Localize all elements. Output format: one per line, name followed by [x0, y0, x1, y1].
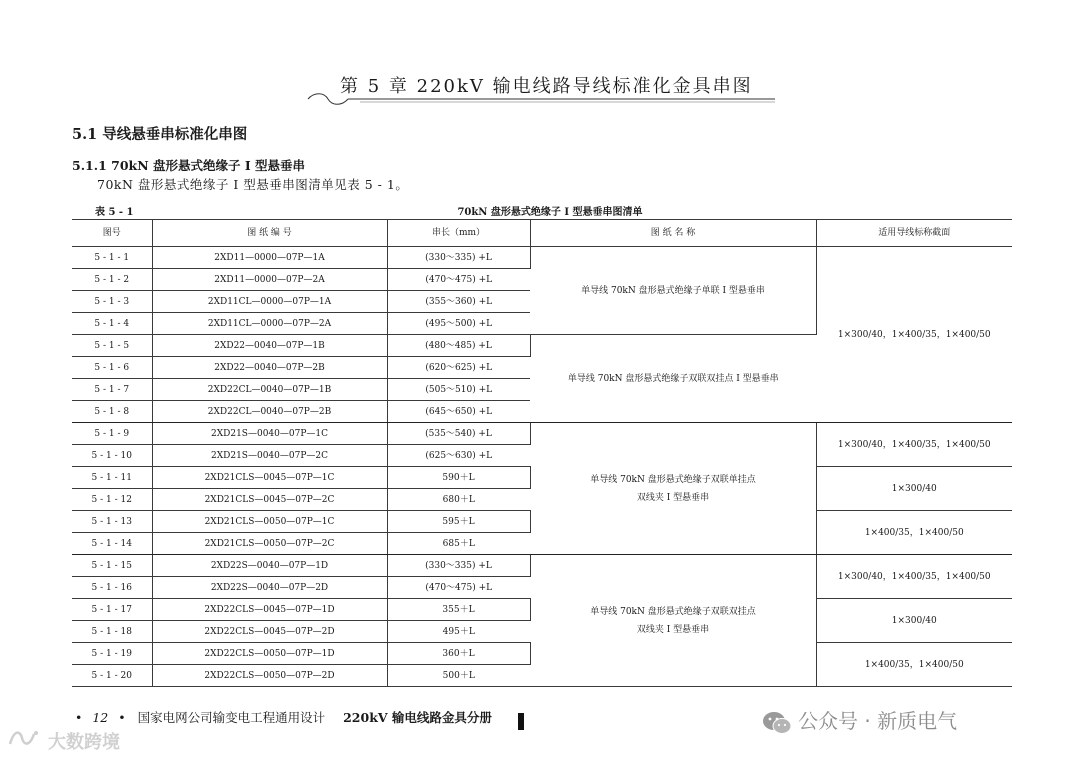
cell-drawing-no: 5 - 1 - 2 — [72, 269, 152, 291]
cell-string-length: 500＋L — [387, 665, 530, 687]
cell-drawing-name — [530, 423, 816, 555]
cell-drawing-code: 2XD22CLS—0050—07P—1D — [152, 643, 387, 665]
cell-drawing-no: 5 - 1 - 9 — [72, 423, 152, 445]
cell-string-length: (470～475) +L — [387, 269, 530, 291]
cell-drawing-no: 5 - 1 - 18 — [72, 621, 152, 643]
cell-string-length: 590＋L — [387, 467, 530, 489]
table-label: 表 5 - 1 — [95, 207, 134, 218]
drawing-name-line: 单导线 70kN 盘形悬式绝缘子双联单挂点 — [590, 474, 756, 485]
cell-drawing-code: 2XD21CLS—0045—07P—2C — [152, 489, 387, 511]
cell-drawing-no: 5 - 1 - 5 — [72, 335, 152, 357]
cell-string-length: (495～500) +L — [387, 313, 530, 335]
cell-drawing-code: 2XD21CLS—0050—07P—2C — [152, 533, 387, 555]
cell-drawing-code: 2XD22CL—0040—07P—1B — [152, 379, 387, 401]
cell-drawing-name — [530, 555, 816, 687]
watermark-wechat — [762, 705, 957, 736]
cell-drawing-no: 5 - 1 - 7 — [72, 379, 152, 401]
cell-string-length: 495＋L — [387, 621, 530, 643]
cell-drawing-code: 2XD22CLS—0050—07P—2D — [152, 665, 387, 687]
cell-drawing-no: 5 - 1 - 13 — [72, 511, 152, 533]
intro-paragraph: 70kN 盘形悬式绝缘子 I 型悬垂串图清单见表 5 - 1。 — [97, 177, 409, 192]
cell-string-length: (330～335) +L — [387, 247, 530, 269]
cell-drawing-code: 2XD22—0040—07P—1B — [152, 335, 387, 357]
watermark-logo-icon — [8, 728, 40, 753]
cell-drawing-code: 2XD21S—0040—07P—2C — [152, 445, 387, 467]
page-number: 12 — [92, 710, 109, 725]
cell-string-length: (535～540) +L — [387, 423, 530, 445]
table-row — [72, 247, 1012, 269]
cell-string-length: (355～360) +L — [387, 291, 530, 313]
cell-string-length: (330～335) +L — [387, 555, 530, 577]
cell-conductor-section: 1×300/40，1×400/35，1×400/50 — [816, 555, 1012, 599]
cell-drawing-code: 2XD22—0040—07P—2B — [152, 357, 387, 379]
header-drawing-code: 图 纸 编 号 — [152, 220, 387, 247]
cell-string-length: 595＋L — [387, 511, 530, 533]
wechat-icon — [762, 710, 792, 736]
table-row — [72, 423, 1012, 445]
cell-drawing-no: 5 - 1 - 20 — [72, 665, 152, 687]
drawing-name-line: 双线夹 I 型悬垂串 — [636, 492, 710, 503]
cell-drawing-name — [530, 247, 816, 335]
chapter-ornament-rule — [300, 92, 780, 106]
cell-drawing-code: 2XD11—0000—07P—1A — [152, 247, 387, 269]
header-string-length: 串长（mm） — [387, 220, 530, 247]
subsection-heading: 5.1.1 70kN 盘形悬式绝缘子 I 型悬垂串 — [72, 158, 306, 173]
footer-bullet: • — [75, 710, 83, 725]
chapter-header — [300, 70, 780, 110]
cell-drawing-no: 5 - 1 - 8 — [72, 401, 152, 423]
cell-drawing-no: 5 - 1 - 6 — [72, 357, 152, 379]
cell-conductor-section: 1×400/35，1×400/50 — [816, 643, 1012, 687]
cell-drawing-no: 5 - 1 - 15 — [72, 555, 152, 577]
cell-string-length: (620～625) +L — [387, 357, 530, 379]
cell-drawing-code: 2XD21CLS—0045—07P—1C — [152, 467, 387, 489]
footer-bullet: • — [118, 710, 126, 725]
cell-drawing-code: 2XD22S—0040—07P—2D — [152, 577, 387, 599]
cell-drawing-no: 5 - 1 - 10 — [72, 445, 152, 467]
cell-conductor-section: 1×300/40，1×400/35，1×400/50 — [816, 247, 1012, 423]
table-header-row — [72, 220, 1012, 247]
cell-drawing-no: 5 - 1 - 4 — [72, 313, 152, 335]
drawing-name-line: 单导线 70kN 盘形悬式绝缘子双联双挂点 — [590, 606, 756, 617]
cell-drawing-no: 5 - 1 - 16 — [72, 577, 152, 599]
cell-string-length: 680＋L — [387, 489, 530, 511]
drawing-list-table — [72, 219, 1012, 687]
table-row — [72, 555, 1012, 577]
cell-string-length: 360＋L — [387, 643, 530, 665]
drawing-name-line: 单导线 70kN 盘形悬式绝缘子单联 I 型悬垂串 — [581, 285, 765, 296]
cell-string-length: (470～475) +L — [387, 577, 530, 599]
cell-drawing-code: 2XD11—0000—07P—2A — [152, 269, 387, 291]
cell-drawing-code: 2XD22CLS—0045—07P—2D — [152, 621, 387, 643]
cell-string-length: (645～650) +L — [387, 401, 530, 423]
cell-drawing-code: 2XD22S—0040—07P—1D — [152, 555, 387, 577]
cell-drawing-no: 5 - 1 - 14 — [72, 533, 152, 555]
table-caption: 70kN 盘形悬式绝缘子 I 型悬垂串图清单 — [457, 207, 643, 218]
footer-book-title: 220kV 输电线路金具分册 — [343, 710, 492, 725]
cell-drawing-code: 2XD21S—0040—07P—1C — [152, 423, 387, 445]
cell-drawing-no: 5 - 1 - 19 — [72, 643, 152, 665]
cell-drawing-no: 5 - 1 - 3 — [72, 291, 152, 313]
drawing-name-line: 双线夹 I 型悬垂串 — [636, 624, 710, 635]
watermark-wechat-text: 公众号 · 新质电气 — [798, 709, 958, 733]
cell-drawing-code: 2XD22CL—0040—07P—2B — [152, 401, 387, 423]
cell-drawing-no: 5 - 1 - 11 — [72, 467, 152, 489]
cell-drawing-no: 5 - 1 - 1 — [72, 247, 152, 269]
header-drawing-name: 图 纸 名 称 — [530, 220, 816, 247]
cell-drawing-code: 2XD21CLS—0050—07P—1C — [152, 511, 387, 533]
cell-conductor-section: 1×300/40 — [816, 467, 1012, 511]
cell-string-length: 355＋L — [387, 599, 530, 621]
cell-string-length: (625～630) +L — [387, 445, 530, 467]
cell-drawing-no: 5 - 1 - 12 — [72, 489, 152, 511]
cell-conductor-section: 1×400/35，1×400/50 — [816, 511, 1012, 555]
cell-string-length: 685＋L — [387, 533, 530, 555]
watermark-bottom-left-text: 大数跨境 — [48, 732, 120, 753]
header-drawing-no: 图号 — [72, 220, 152, 247]
header-conductor-section: 适用导线标称截面 — [816, 220, 1012, 247]
cell-string-length: (480～485) +L — [387, 335, 530, 357]
cell-drawing-code: 2XD22CLS—0045—07P—1D — [152, 599, 387, 621]
cell-conductor-section: 1×300/40，1×400/35，1×400/50 — [816, 423, 1012, 467]
drawing-name-line: 单导线 70kN 盘形悬式绝缘子双联双挂点 I 型悬垂串 — [567, 373, 779, 384]
cell-drawing-code: 2XD11CL—0000—07P—2A — [152, 313, 387, 335]
page-footer — [75, 708, 492, 726]
footer-marker — [518, 713, 524, 730]
cell-string-length: (505～510) +L — [387, 379, 530, 401]
cell-conductor-section: 1×300/40 — [816, 599, 1012, 643]
footer-org: 国家电网公司输变电工程通用设计 — [137, 710, 326, 725]
chapter-title: 第 5 章 220kV 输电线路导线标准化金具串图 — [340, 76, 753, 97]
cell-drawing-no: 5 - 1 - 17 — [72, 599, 152, 621]
section-heading: 5.1 导线悬垂串标准化串图 — [72, 126, 248, 143]
cell-drawing-name — [530, 335, 816, 423]
cell-drawing-code: 2XD11CL—0000—07P—1A — [152, 291, 387, 313]
watermark-bottom-left — [8, 728, 120, 754]
